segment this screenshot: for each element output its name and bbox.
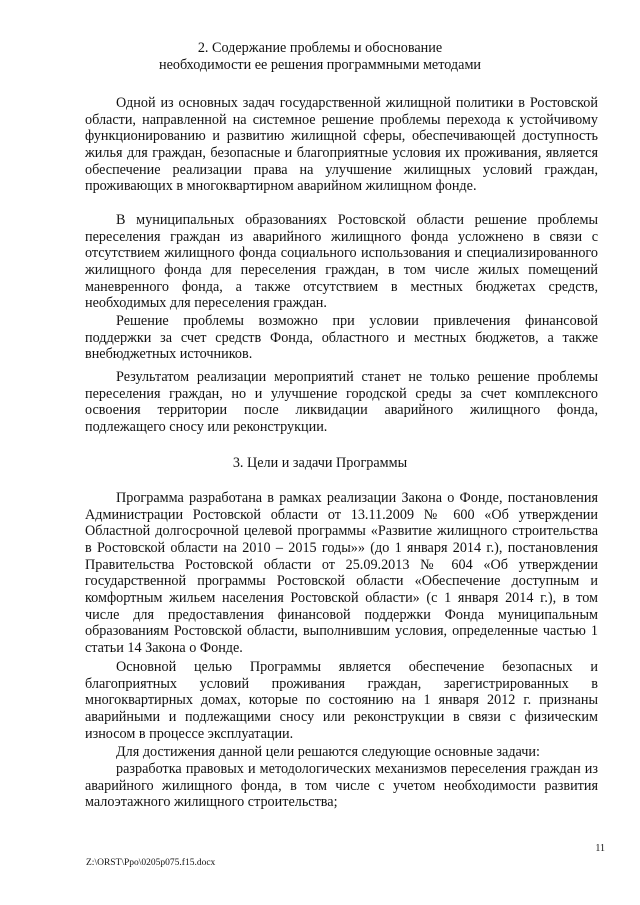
section-3-paragraph-3: Для достижения данной цели решаются следующие основные задачи: xyxy=(116,744,540,760)
section-2-paragraph-2: В муниципальных образованиях Ростовской области решение проблемы переселения граждан из аварийного жилищного фонда усложнено в связи с отсутствием жилищного фонда социального использования и специализированного жилищного фонда для переселения граждан, в том числе жилых помещений маневренного фонда, а также отсутствием в местных бюджетах средств, необходимых для переселения граждан. xyxy=(85,212,598,312)
section-2-paragraph-1: Одной из основных задач государственной жилищной политики в Ростовской области, направленной на системное решение проблемы перехода к устойчивому функционированию и развитию жилищной сферы, обеспечивающей доступность жилья для граждан, безопасные и благоприятные условия их проживания, является обеспечение реализации права на улучшение жилищных условий граждан, проживающих в многоквартирном аварийном жилищном фонде. xyxy=(85,95,598,195)
section-2-title-line-1: 2. Содержание проблемы и обоснование xyxy=(197,40,443,56)
section-2-paragraph-4: Результатом реализации мероприятий станет не только решение проблемы переселения граждан, но и улучшение городской среды за счет комплексного освоения территории после ликвидации аварийного жилищного фонда, подлежащего сносу или реконструкции. xyxy=(85,369,598,435)
section-3-paragraph-4: разработка правовых и методологических механизмов переселения граждан из аварийного жилищного фонда, в том числе с учетом необходимости развития малоэтажного жилищного строительства; xyxy=(85,761,598,811)
section-2-title-line-2: необходимости ее решения программными методами xyxy=(158,57,482,73)
file-path: Z:\ORST\Ppo\0205p075.f15.docx xyxy=(86,858,216,868)
section-3-title: 3. Цели и задачи Программы xyxy=(232,455,408,471)
section-3-paragraph-1: Программа разработана в рамках реализации Закона о Фонде, постановления Администрации Ростовской области от 13.11.2009 № 600 «Об утверждении Областной долгосрочной целевой программы «Развитие жилищного строительства в Ростовской области на 2010 – 2015 годы»» (до 1 января 2014 г.), постановления Правительства Ростовской области от 25.09.2013 № 604 «Об утверждении государственной программы Ростовской области «Обеспечение доступным и комфортным жильем населения Ростовской области» (с 1 января 2014 г.), в том числе для предоставления финансовой поддержки Фонда муниципальным образованиям Ростовской области, выполнившим условия, определенные частью 1 статьи 14 Закона о Фонде. xyxy=(85,490,598,656)
section-3-paragraph-2: Основной целью Программы является обеспечение безопасных и благоприятных условий проживания граждан, зарегистрированных в многоквартирных домах, которые по состоянию на 1 января 2012 г. признаны аварийными и подлежащими сносу или реконструкции в связи с физическим износом в процессе эксплуатации. xyxy=(85,659,598,742)
page-number: 11 xyxy=(595,843,605,854)
section-2-paragraph-3: Решение проблемы возможно при условии привлечения финансовой поддержки за счет средств Фонда, областного и местных бюджетов, а также внебюджетных источников. xyxy=(85,313,598,363)
